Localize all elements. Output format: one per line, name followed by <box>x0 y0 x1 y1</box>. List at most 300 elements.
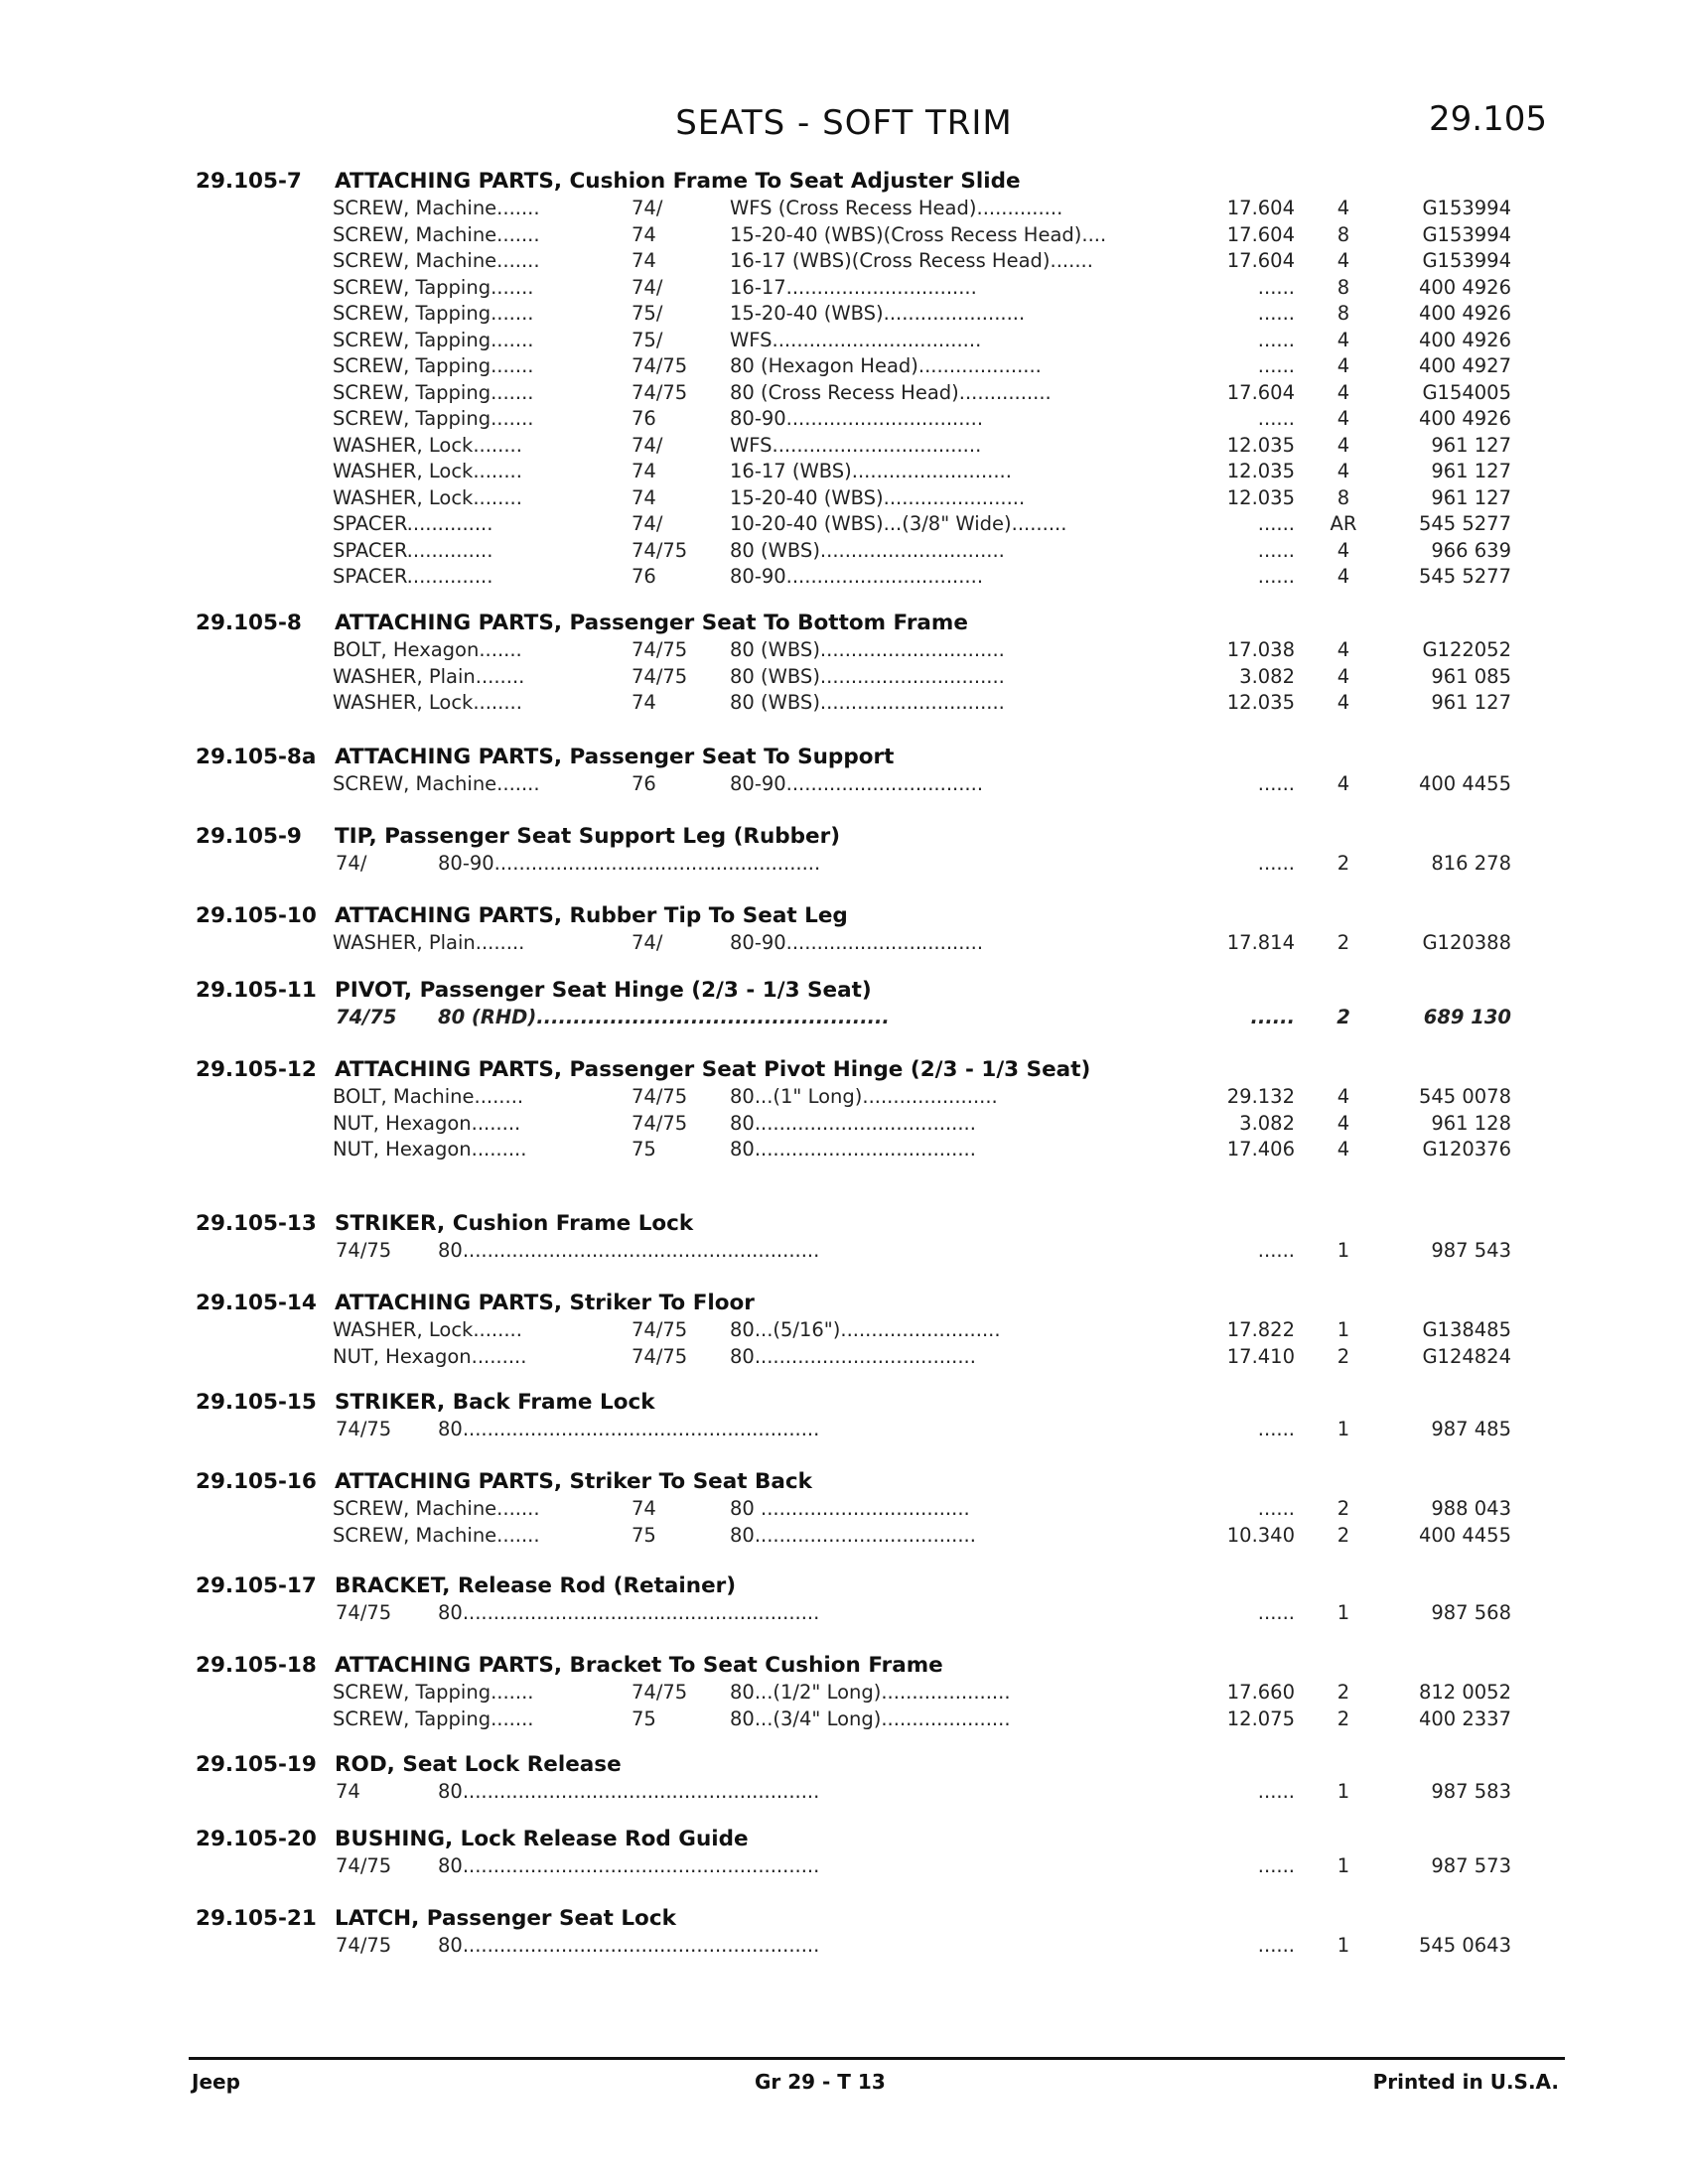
application: 80-90..................................................... <box>438 852 821 875</box>
section-title <box>335 1752 622 1777</box>
part-name: SPACER.............. <box>333 512 493 535</box>
part-number: 988 043 <box>1431 1497 1511 1520</box>
application: 80.................................... <box>730 1344 976 1368</box>
part-number: 961 127 <box>1431 691 1511 714</box>
part-number: 400 4455 <box>1418 772 1511 795</box>
page-title: SEATS - SOFT TRIM <box>675 103 1013 143</box>
section-category: ATTACHING PARTS, <box>335 1469 562 1494</box>
spec-ref: ...... <box>1257 1239 1295 1262</box>
spec-ref: 17.604 <box>1226 380 1295 404</box>
spec-ref: ...... <box>1257 852 1295 875</box>
model-year: 74/75 <box>632 380 688 404</box>
part-number: 961 127 <box>1431 485 1511 509</box>
section-title <box>335 978 872 1003</box>
quantity: 4 <box>1336 328 1350 351</box>
spec-ref: 10.340 <box>1226 1523 1295 1547</box>
part-name: BOLT, Machine........ <box>333 1085 524 1108</box>
spec-ref: ...... <box>1257 407 1295 430</box>
section-description: Back Frame Lock <box>452 1390 655 1415</box>
part-row <box>0 460 1688 485</box>
part-number: 966 639 <box>1431 538 1511 562</box>
section-category: ATTACHING PARTS, <box>335 745 562 769</box>
footer-brand: Jeep <box>192 2070 240 2094</box>
part-number: 987 485 <box>1431 1418 1511 1440</box>
section-category: PIVOT, <box>335 978 413 1003</box>
part-number: G154005 <box>1422 380 1511 404</box>
quantity: 2 <box>1336 1681 1350 1704</box>
part-row <box>0 1085 1688 1111</box>
application: 15-20-40 (WBS)....................... <box>730 302 1026 325</box>
application: 80.................................... <box>730 1138 976 1160</box>
model-year: 74/ <box>632 512 663 535</box>
part-number: 987 583 <box>1431 1780 1511 1803</box>
part-name: WASHER, Lock........ <box>333 485 522 509</box>
model-year: 74/75 <box>336 1601 392 1624</box>
application: 80.......................................................... <box>438 1239 820 1262</box>
section-title <box>335 824 840 849</box>
quantity: 4 <box>1336 433 1350 457</box>
model-year: 74/75 <box>336 1854 392 1877</box>
part-row <box>0 1601 1688 1627</box>
part-row <box>0 539 1688 565</box>
section-description: Passenger Seat Hinge (2/3 - 1/3 Seat) <box>419 978 872 1003</box>
part-number: 812 0052 <box>1418 1681 1511 1704</box>
quantity: 8 <box>1336 222 1350 246</box>
quantity: 4 <box>1336 1138 1350 1160</box>
spec-ref: ...... <box>1257 302 1295 325</box>
model-year: 74/75 <box>632 664 688 688</box>
part-name: WASHER, Plain........ <box>333 931 525 954</box>
part-row <box>0 1707 1688 1733</box>
section-title <box>335 1211 693 1236</box>
part-row <box>0 1780 1688 1806</box>
part-name: SCREW, Tapping....... <box>333 328 534 351</box>
quantity: 1 <box>1336 1418 1350 1440</box>
application: 80...(5/16").......................... <box>730 1318 1001 1341</box>
quantity: 4 <box>1336 691 1350 714</box>
section-description: Passenger Seat To Support <box>569 745 895 769</box>
model-year: 74 <box>632 691 656 714</box>
spec-ref: ...... <box>1257 1934 1295 1957</box>
part-name: NUT, Hexagon........ <box>333 1111 521 1135</box>
section-description: Cushion Frame To Seat Adjuster Slide <box>569 169 1021 194</box>
part-number: 987 568 <box>1431 1601 1511 1624</box>
model-year: 74/75 <box>632 1681 688 1704</box>
part-number: 545 5277 <box>1418 565 1511 588</box>
part-name: SPACER.............. <box>333 565 493 588</box>
part-name: SCREW, Machine....... <box>333 249 540 272</box>
section-category: TIP, <box>335 824 377 849</box>
part-row <box>0 1681 1688 1706</box>
quantity: 4 <box>1336 460 1350 482</box>
spec-ref: 17.822 <box>1226 1318 1295 1341</box>
section-ref: 29.105-7 <box>196 169 302 194</box>
quantity: 1 <box>1336 1934 1350 1957</box>
section-description: Cushion Frame Lock <box>452 1211 694 1236</box>
part-name: BOLT, Hexagon....... <box>333 638 522 661</box>
section-ref: 29.105-9 <box>196 824 302 849</box>
application: 80.......................................................... <box>438 1418 820 1440</box>
footer-rule <box>189 2057 1565 2060</box>
section-category: LATCH, <box>335 1906 420 1931</box>
quantity: AR <box>1330 512 1357 535</box>
section-description: Release Rod (Retainer) <box>457 1573 737 1598</box>
model-year: 74/ <box>632 931 663 954</box>
part-number: 987 543 <box>1431 1239 1511 1262</box>
part-row <box>0 1934 1688 1960</box>
spec-ref: ...... <box>1257 328 1295 351</box>
part-name: WASHER, Lock........ <box>333 433 522 457</box>
model-year: 74 <box>632 249 656 272</box>
part-row <box>0 434 1688 460</box>
application: 80 (WBS).............................. <box>730 638 1005 661</box>
quantity: 4 <box>1336 638 1350 661</box>
quantity: 2 <box>1336 1706 1350 1730</box>
section-title <box>335 169 1021 194</box>
part-row <box>0 1112 1688 1138</box>
section-category: ATTACHING PARTS, <box>335 1057 562 1082</box>
section-description: Passenger Seat Pivot Hinge (2/3 - 1/3 Seat) <box>569 1057 1091 1082</box>
part-row <box>0 565 1688 591</box>
section-description: Lock Release Rod Guide <box>460 1827 749 1851</box>
section-ref: 29.105-12 <box>196 1057 317 1082</box>
part-row <box>0 1497 1688 1523</box>
application: 80...(3/4" Long)..................... <box>730 1706 1011 1730</box>
part-row <box>0 486 1688 512</box>
quantity: 1 <box>1336 1854 1350 1877</box>
part-number: G120388 <box>1422 931 1511 954</box>
quantity: 4 <box>1336 565 1350 588</box>
application: 80.......................................................... <box>438 1601 820 1624</box>
spec-ref: 17.604 <box>1226 222 1295 246</box>
spec-ref: 17.660 <box>1226 1681 1295 1704</box>
section-ref: 29.105-17 <box>196 1573 317 1598</box>
section-title <box>335 1291 755 1315</box>
model-year: 75/ <box>632 302 663 325</box>
quantity: 1 <box>1336 1239 1350 1262</box>
part-number: 400 2337 <box>1418 1706 1511 1730</box>
part-number: 400 4927 <box>1418 354 1511 377</box>
part-row <box>0 249 1688 275</box>
application: 80 (RHD)................................................ <box>438 1006 890 1028</box>
spec-ref: ...... <box>1257 1418 1295 1440</box>
section-category: BUSHING, <box>335 1827 454 1851</box>
part-name: WASHER, Plain........ <box>333 664 525 688</box>
model-year: 74/75 <box>632 1111 688 1135</box>
spec-ref: 29.132 <box>1226 1085 1295 1108</box>
part-number: G122052 <box>1422 638 1511 661</box>
quantity: 2 <box>1336 1344 1350 1368</box>
quantity: 4 <box>1336 1085 1350 1108</box>
part-number: 400 4926 <box>1418 302 1511 325</box>
part-number: 816 278 <box>1431 852 1511 875</box>
part-number: 400 4926 <box>1418 275 1511 299</box>
part-number: 961 127 <box>1431 433 1511 457</box>
part-row <box>0 691 1688 717</box>
section-category: BRACKET, <box>335 1573 451 1598</box>
quantity: 1 <box>1336 1318 1350 1341</box>
part-number: G120376 <box>1422 1138 1511 1160</box>
spec-ref: 12.035 <box>1226 485 1295 509</box>
model-year: 74/75 <box>336 1418 392 1440</box>
section-title <box>335 611 968 635</box>
section-ref: 29.105-8 <box>196 611 302 635</box>
model-year: 74/ <box>336 852 367 875</box>
part-number: 545 5277 <box>1418 512 1511 535</box>
application: 80.......................................................... <box>438 1780 820 1803</box>
application: 80 (WBS).............................. <box>730 664 1005 688</box>
part-name: WASHER, Lock........ <box>333 460 522 482</box>
application: 16-17............................... <box>730 275 977 299</box>
application: 80-90................................ <box>730 772 984 795</box>
part-name: SPACER.............. <box>333 538 493 562</box>
spec-ref: ...... <box>1257 1854 1295 1877</box>
section-title <box>335 903 848 928</box>
model-year: 74/75 <box>632 354 688 377</box>
quantity: 2 <box>1336 1006 1350 1028</box>
section-ref: 29.105-11 <box>196 978 317 1003</box>
part-name: SCREW, Machine....... <box>333 1497 540 1520</box>
part-row <box>0 197 1688 222</box>
section-description: Striker To Seat Back <box>569 1469 812 1494</box>
part-row <box>0 772 1688 798</box>
model-year: 75/ <box>632 328 663 351</box>
part-name: SCREW, Machine....... <box>333 1523 540 1547</box>
part-row <box>0 354 1688 380</box>
model-year: 76 <box>632 565 656 588</box>
model-year: 74 <box>632 1497 656 1520</box>
footer-printed: Printed in U.S.A. <box>1372 2070 1559 2094</box>
part-name: NUT, Hexagon......... <box>333 1138 527 1160</box>
spec-ref: 3.082 <box>1239 664 1295 688</box>
application: 80-90................................ <box>730 565 984 588</box>
part-number: G153994 <box>1422 222 1511 246</box>
model-year: 76 <box>632 772 656 795</box>
section-title <box>335 1573 736 1598</box>
part-number: 545 0643 <box>1418 1934 1511 1957</box>
model-year: 74/ <box>632 275 663 299</box>
quantity: 4 <box>1336 772 1350 795</box>
part-number: 400 4926 <box>1418 407 1511 430</box>
part-row <box>0 1006 1688 1031</box>
part-row <box>0 302 1688 328</box>
part-row <box>0 1524 1688 1550</box>
spec-ref: ...... <box>1257 565 1295 588</box>
model-year: 74/75 <box>336 1934 392 1957</box>
part-number: G153994 <box>1422 249 1511 272</box>
section-description: Passenger Seat Support Leg (Rubber) <box>384 824 841 849</box>
spec-ref: 17.406 <box>1226 1138 1295 1160</box>
section-ref: 29.105-14 <box>196 1291 317 1315</box>
section-description: Striker To Floor <box>569 1291 755 1315</box>
spec-ref: 17.604 <box>1226 197 1295 219</box>
section-ref: 29.105-19 <box>196 1752 317 1777</box>
section-description: Bracket To Seat Cushion Frame <box>569 1653 943 1678</box>
model-year: 74 <box>632 222 656 246</box>
section-description: Rubber Tip To Seat Leg <box>569 903 848 928</box>
application: 80-90................................ <box>730 407 984 430</box>
spec-ref: ...... <box>1257 772 1295 795</box>
part-name: SCREW, Machine....... <box>333 222 540 246</box>
quantity: 8 <box>1336 485 1350 509</box>
section-title <box>335 745 894 769</box>
quantity: 8 <box>1336 302 1350 325</box>
application: 15-20-40 (WBS)....................... <box>730 485 1026 509</box>
section-ref: 29.105-8a <box>196 745 317 769</box>
quantity: 4 <box>1336 380 1350 404</box>
section-category: STRIKER, <box>335 1390 446 1415</box>
part-number: 400 4455 <box>1418 1523 1511 1547</box>
spec-ref: 12.035 <box>1226 433 1295 457</box>
part-number: 961 085 <box>1431 664 1511 688</box>
spec-ref: ...... <box>1257 275 1295 299</box>
section-category: STRIKER, <box>335 1211 446 1236</box>
model-year: 74/75 <box>336 1006 397 1028</box>
model-year: 74 <box>336 1780 360 1803</box>
part-number: 400 4926 <box>1418 328 1511 351</box>
part-name: SCREW, Tapping....... <box>333 1681 534 1704</box>
quantity: 4 <box>1336 354 1350 377</box>
section-description: Seat Lock Release <box>402 1752 622 1777</box>
section-ref: 29.105-21 <box>196 1906 317 1931</box>
model-year: 74 <box>632 460 656 482</box>
section-ref: 29.105-10 <box>196 903 317 928</box>
section-title <box>335 1057 1090 1082</box>
part-name: SCREW, Tapping....... <box>333 275 534 299</box>
quantity: 2 <box>1336 852 1350 875</box>
section-ref: 29.105-15 <box>196 1390 317 1415</box>
part-name: WASHER, Lock........ <box>333 1318 522 1341</box>
model-year: 74 <box>632 485 656 509</box>
application: 16-17 (WBS)(Cross Recess Head)....... <box>730 249 1093 272</box>
part-row <box>0 512 1688 538</box>
part-name: SCREW, Tapping....... <box>333 1706 534 1730</box>
part-name: SCREW, Tapping....... <box>333 380 534 404</box>
part-row <box>0 638 1688 664</box>
part-row <box>0 1318 1688 1344</box>
application: WFS.................................. <box>730 433 982 457</box>
section-ref: 29.105-18 <box>196 1653 317 1678</box>
application: 80.......................................................... <box>438 1934 820 1957</box>
section-title <box>335 1906 676 1931</box>
model-year: 74/ <box>632 197 663 219</box>
part-name: SCREW, Machine....... <box>333 197 540 219</box>
spec-ref: 17.814 <box>1226 931 1295 954</box>
section-category: ATTACHING PARTS, <box>335 1653 562 1678</box>
part-number: 961 127 <box>1431 460 1511 482</box>
part-row <box>0 665 1688 691</box>
section-ref: 29.105-20 <box>196 1827 317 1851</box>
application: 10-20-40 (WBS)...(3/8" Wide)......... <box>730 512 1067 535</box>
part-row <box>0 1239 1688 1265</box>
spec-ref: ...... <box>1257 1780 1295 1803</box>
model-year: 75 <box>632 1523 656 1547</box>
quantity: 2 <box>1336 931 1350 954</box>
spec-ref: ...... <box>1257 354 1295 377</box>
application: WFS.................................. <box>730 328 982 351</box>
spec-ref: ...... <box>1250 1006 1295 1028</box>
spec-ref: ...... <box>1257 538 1295 562</box>
section-category: ATTACHING PARTS, <box>335 169 562 194</box>
application: 80 (Hexagon Head).................... <box>730 354 1042 377</box>
quantity: 2 <box>1336 1497 1350 1520</box>
spec-ref: 12.075 <box>1226 1706 1295 1730</box>
quantity: 4 <box>1336 197 1350 219</box>
section-title <box>335 1469 812 1494</box>
quantity: 4 <box>1336 664 1350 688</box>
model-year: 74/75 <box>632 1085 688 1108</box>
application: 15-20-40 (WBS)(Cross Recess Head).... <box>730 222 1107 246</box>
spec-ref: ...... <box>1257 1601 1295 1624</box>
quantity: 1 <box>1336 1780 1350 1803</box>
quantity: 4 <box>1336 407 1350 430</box>
model-year: 76 <box>632 407 656 430</box>
section-category: ROD, <box>335 1752 395 1777</box>
page-number: 29.105 <box>1429 99 1547 139</box>
spec-ref: ...... <box>1257 512 1295 535</box>
part-row <box>0 852 1688 878</box>
section-title <box>335 1390 655 1415</box>
application: 80 (WBS).............................. <box>730 691 1005 714</box>
model-year: 74/75 <box>632 538 688 562</box>
part-number: 689 130 <box>1423 1006 1511 1028</box>
part-row <box>0 931 1688 957</box>
spec-ref: 17.604 <box>1226 249 1295 272</box>
part-name: SCREW, Machine....... <box>333 772 540 795</box>
part-name: NUT, Hexagon......... <box>333 1344 527 1368</box>
spec-ref: 12.035 <box>1226 691 1295 714</box>
part-number: 961 128 <box>1431 1111 1511 1135</box>
part-number: 987 573 <box>1431 1854 1511 1877</box>
section-category: ATTACHING PARTS, <box>335 903 562 928</box>
application: 80...(1/2" Long)..................... <box>730 1681 1011 1704</box>
application: 80 (Cross Recess Head)............... <box>730 380 1052 404</box>
part-name: SCREW, Tapping....... <box>333 407 534 430</box>
section-category: ATTACHING PARTS, <box>335 611 562 635</box>
part-row <box>0 1345 1688 1371</box>
model-year: 74/ <box>632 433 663 457</box>
footer-group-code: Gr 29 - T 13 <box>755 2070 886 2094</box>
spec-ref: 17.410 <box>1226 1344 1295 1368</box>
part-row <box>0 1418 1688 1443</box>
spec-ref: 12.035 <box>1226 460 1295 482</box>
application: 80...(1" Long)...................... <box>730 1085 998 1108</box>
section-category: ATTACHING PARTS, <box>335 1291 562 1315</box>
part-name: SCREW, Tapping....... <box>333 354 534 377</box>
application: 80.......................................................... <box>438 1854 820 1877</box>
part-number: 545 0078 <box>1418 1085 1511 1108</box>
application: 80 (WBS).............................. <box>730 538 1005 562</box>
part-row <box>0 329 1688 354</box>
section-title <box>335 1653 943 1678</box>
section-description: Passenger Seat Lock <box>426 1906 676 1931</box>
application: 80.................................... <box>730 1523 976 1547</box>
spec-ref: 17.038 <box>1226 638 1295 661</box>
part-number: G138485 <box>1422 1318 1511 1341</box>
section-title <box>335 1827 749 1851</box>
part-number: G124824 <box>1422 1344 1511 1368</box>
model-year: 74/75 <box>632 1318 688 1341</box>
part-row <box>0 1138 1688 1163</box>
quantity: 4 <box>1336 538 1350 562</box>
part-row <box>0 276 1688 302</box>
part-number: G153994 <box>1422 197 1511 219</box>
application: 80 .................................. <box>730 1497 970 1520</box>
spec-ref: ...... <box>1257 1497 1295 1520</box>
section-description: Passenger Seat To Bottom Frame <box>569 611 968 635</box>
part-name: SCREW, Tapping....... <box>333 302 534 325</box>
part-name: WASHER, Lock........ <box>333 691 522 714</box>
